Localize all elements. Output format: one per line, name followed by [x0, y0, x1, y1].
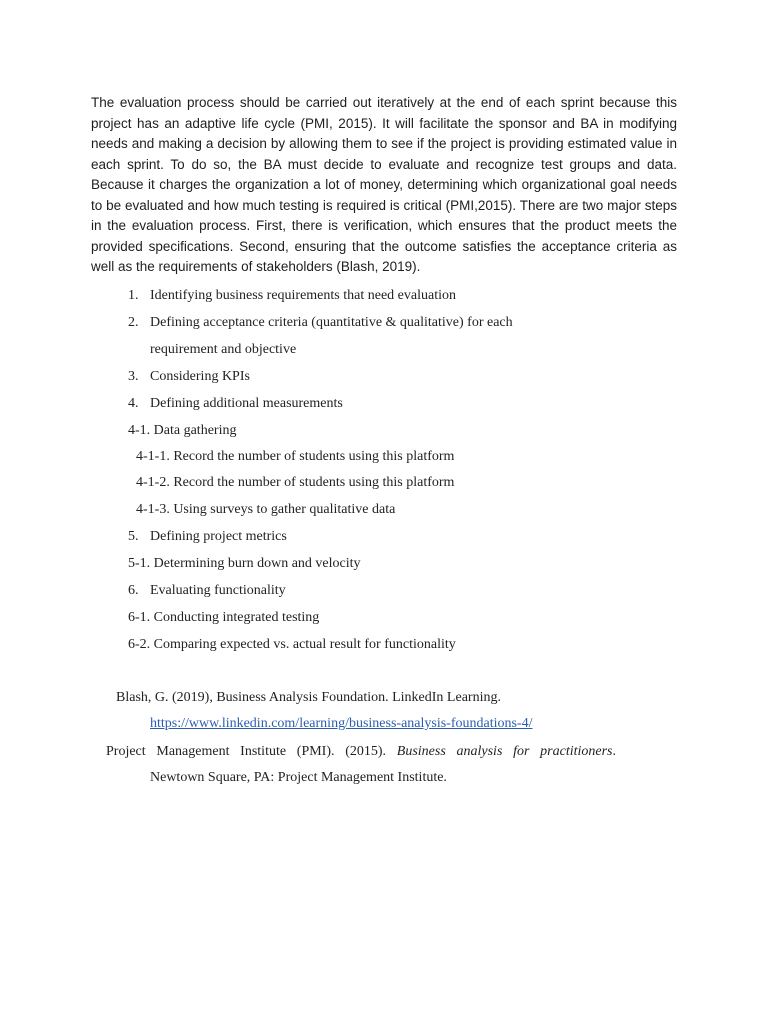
list-number: 3.	[128, 369, 139, 384]
reference-pmi-prefix: Project Management Institute (PMI). (2015).	[106, 744, 397, 759]
sub-item-5-1: 5-1. Determining burn down and velocity	[128, 556, 361, 571]
list-item-2-continuation: requirement and objective	[150, 342, 297, 357]
list-number: 2.	[128, 315, 139, 330]
reference-pmi-title: Business analysis for practitioners	[396, 744, 613, 759]
list-text: Defining project metrics	[150, 529, 287, 544]
reference-link[interactable]: https://www.linkedin.com/learning/business-analysis-foundations-4/	[150, 716, 533, 731]
list-item-4	[128, 395, 343, 413]
list-text: Identifying business requirements that need evaluation	[150, 288, 456, 303]
list-number: 6.	[128, 583, 139, 598]
sub-item-6-2: 6-2. Comparing expected vs. actual result for functionality	[128, 637, 456, 652]
sub-item-4-1: 4-1. Data gathering	[128, 423, 237, 438]
list-text: Defining additional measurements	[150, 396, 343, 411]
list-item-3	[128, 368, 250, 386]
list-number: 4.	[128, 396, 139, 411]
list-item-1	[128, 287, 456, 305]
intro-paragraph: The evaluation process should be carried out iteratively at the end of each sprint because this project has an adaptive life cycle (PMI, 2015). It will facilitate the sponsor and BA in modifying needs and making a decision by allowing them to see if the project is providing estimated value in each sprint. To do so, the BA must decide to evaluate and recognize test groups and data. Because it charges the organization a lot of money, determining which organizational goal needs to be evaluated and how much testing is required is critical (PMI,2015). There are two major steps in the evaluation process. First, there is verification, which ensures that the product meets the provided specifications. Second, ensuring that the outcome satisfies the acceptance criteria as well as the requirements of stakeholders (Blash, 2019).	[91, 95, 677, 274]
list-item-2	[128, 314, 513, 332]
reference-blash: Blash, G. (2019), Business Analysis Foundation. LinkedIn Learning.	[116, 690, 501, 705]
reference-pmi-suffix: .	[612, 744, 617, 759]
sub-item-4-1-3: 4-1-3. Using surveys to gather qualitative data	[136, 502, 396, 517]
list-text: Considering KPIs	[150, 369, 250, 384]
sub-item-4-1-2: 4-1-2. Record the number of students using this platform	[136, 475, 455, 490]
list-number: 1.	[128, 288, 139, 303]
list-text: Defining acceptance criteria (quantitative & qualitative) for each	[150, 315, 513, 330]
sub-item-6-1: 6-1. Conducting integrated testing	[128, 610, 320, 625]
list-item-5	[128, 528, 287, 546]
list-text: Evaluating functionality	[150, 583, 286, 598]
reference-blash-link-line	[150, 715, 532, 733]
reference-pmi	[106, 743, 616, 761]
reference-pmi-continuation: Newtown Square, PA: Project Management Institute.	[150, 770, 447, 785]
list-item-6	[128, 582, 286, 600]
list-number: 5.	[128, 529, 139, 544]
sub-item-4-1-1: 4-1-1. Record the number of students using this platform	[136, 449, 455, 464]
